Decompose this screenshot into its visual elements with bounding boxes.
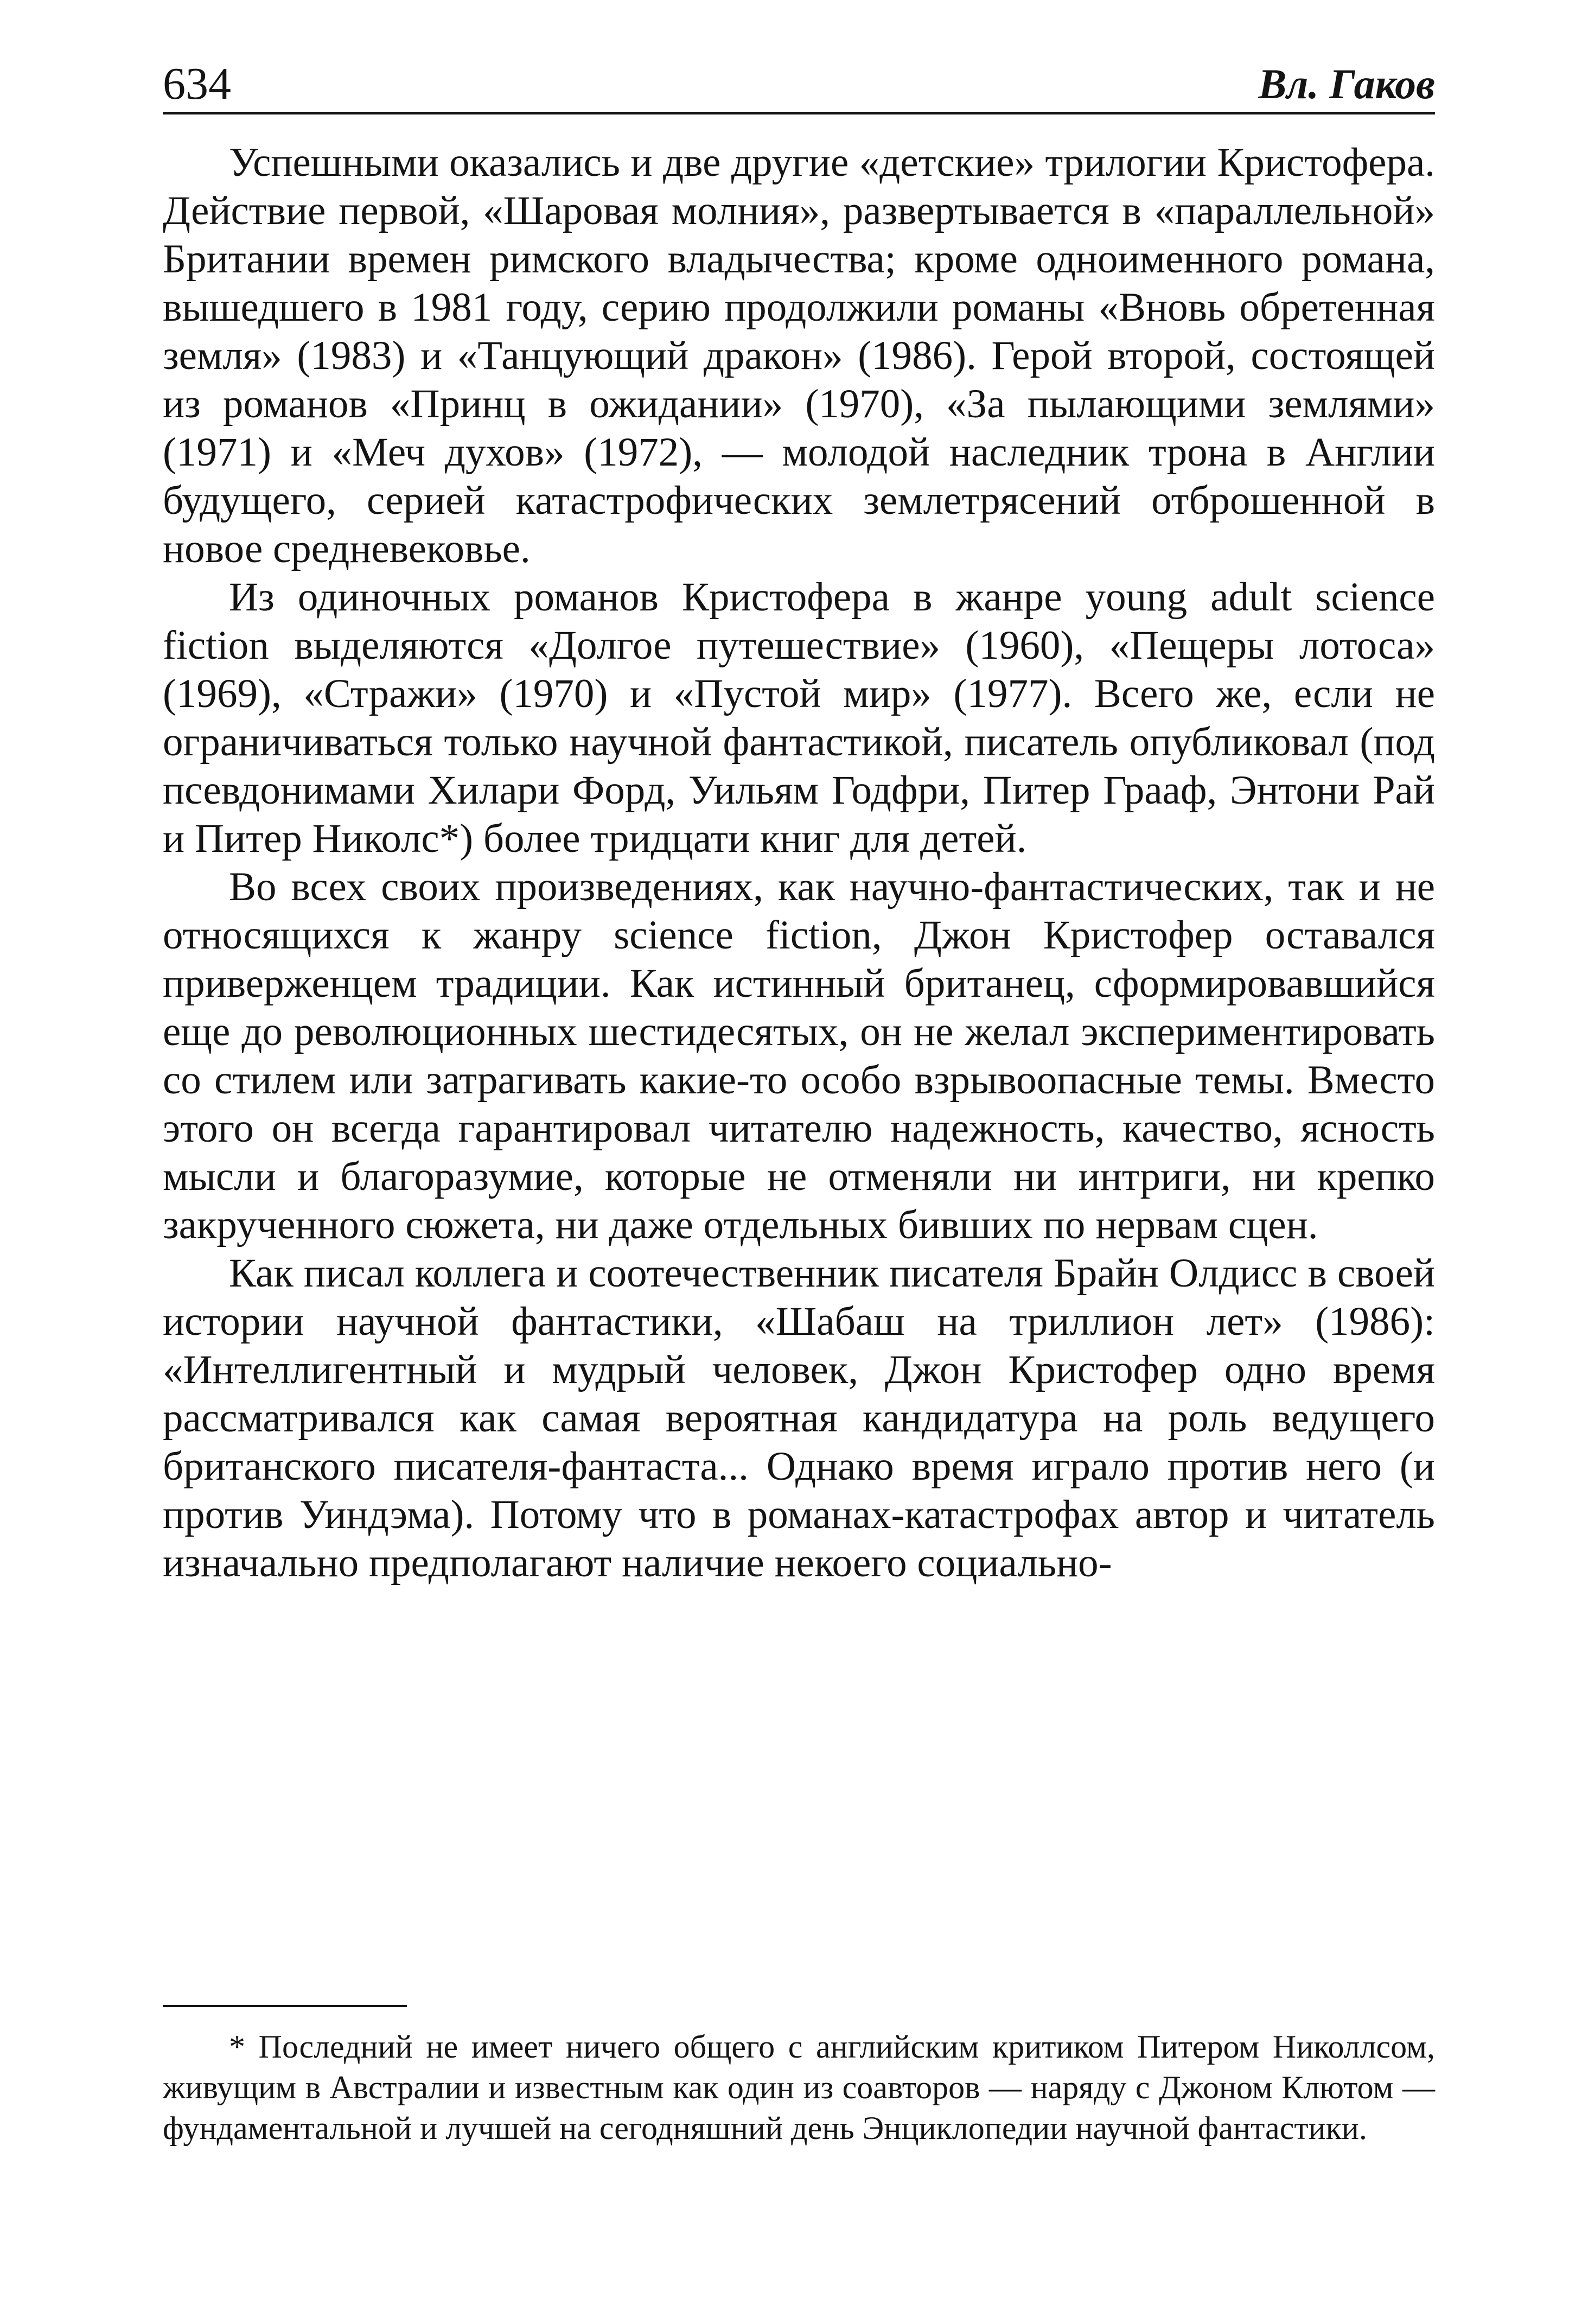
paragraph: Успешными оказались и две другие «детские» трилогии Кристофера. Действие первой, «Шаровая молния», развертывается в «параллельной» Британии времен римского владычества; кроме одноименного романа, вышедшего в 1981 году, серию продолжили романы «Вновь обретенная земля» (1983) и «Танцующий дракон» (1986). Герой второй, состоящей из романов «Принц в ожидании» (1970), «За пылающими землями» (1971) и «Меч духов» (1972), — молодой наследник трона в Англии будущего, серией катастрофических землетрясений отброшенной в новое средневековье. — [163, 140, 1435, 571]
header-rule — [163, 112, 1435, 114]
page-header — [163, 54, 1435, 114]
running-head: Вл. Гаков — [1258, 60, 1435, 107]
footnote — [163, 2027, 1435, 2149]
page-number: 634 — [163, 59, 231, 109]
footnote-text: * Последний не имеет ничего общего с английским критиком Питером Николлсом, живущим в Австралии и известным как один из соавторов — наряду с Джоном Клютом — фундаментальной и лучшей на сегодняшний день Энциклопедии научной фантастики. — [163, 2029, 1435, 2146]
paragraph: Во всех своих произведениях, как научно-фантастических, так и не относящихся к жанру science fiction, Джон Кристофер оставался приверженцем традиции. Как истинный британец, сформировавшийся еще до революционных шестидесятых, он не желал экспериментировать со стилем или затрагивать какие-то особо взрывоопасные темы. Вместо этого он всегда гарантировал читателю надежность, качество, ясность мысли и благоразумие, которые не отменяли ни интриги, ни крепко закрученного сюжета, ни даже отдельных бивших по нервам сцен. — [163, 864, 1435, 1247]
paragraph: Из одиночных романов Кристофера в жанре young adult science fiction выделяются «Долгое путешествие» (1960), «Пещеры лотоса» (1969), «Стражи» (1970) и «Пустой мир» (1977). Всего же, если не ограничиваться только научной фантастикой, писатель опубликовал (под псевдонимами Хилари Форд, Уильям Годфри, Питер Грааф, Энтони Рай и Питер Николс*) более тридцати книг для детей. — [163, 575, 1435, 861]
footnote-rule — [163, 2005, 407, 2007]
paragraph: Как писал коллега и соотечественник писателя Брайн Олдисс в своей истории научной фантастики, «Шабаш на триллион лет» (1986): «Интеллигентный и мудрый человек, Джон Кристофер одно время рассматривался как самая вероятная кандидатура на роль ведущего британского писателя-фантаста... Однако время играло против него (и против Уиндэма). Потому что в романах-катастрофах автор и читатель изначально предполагают наличие некоего социально- — [163, 1251, 1435, 1586]
body-text — [163, 138, 1435, 1587]
